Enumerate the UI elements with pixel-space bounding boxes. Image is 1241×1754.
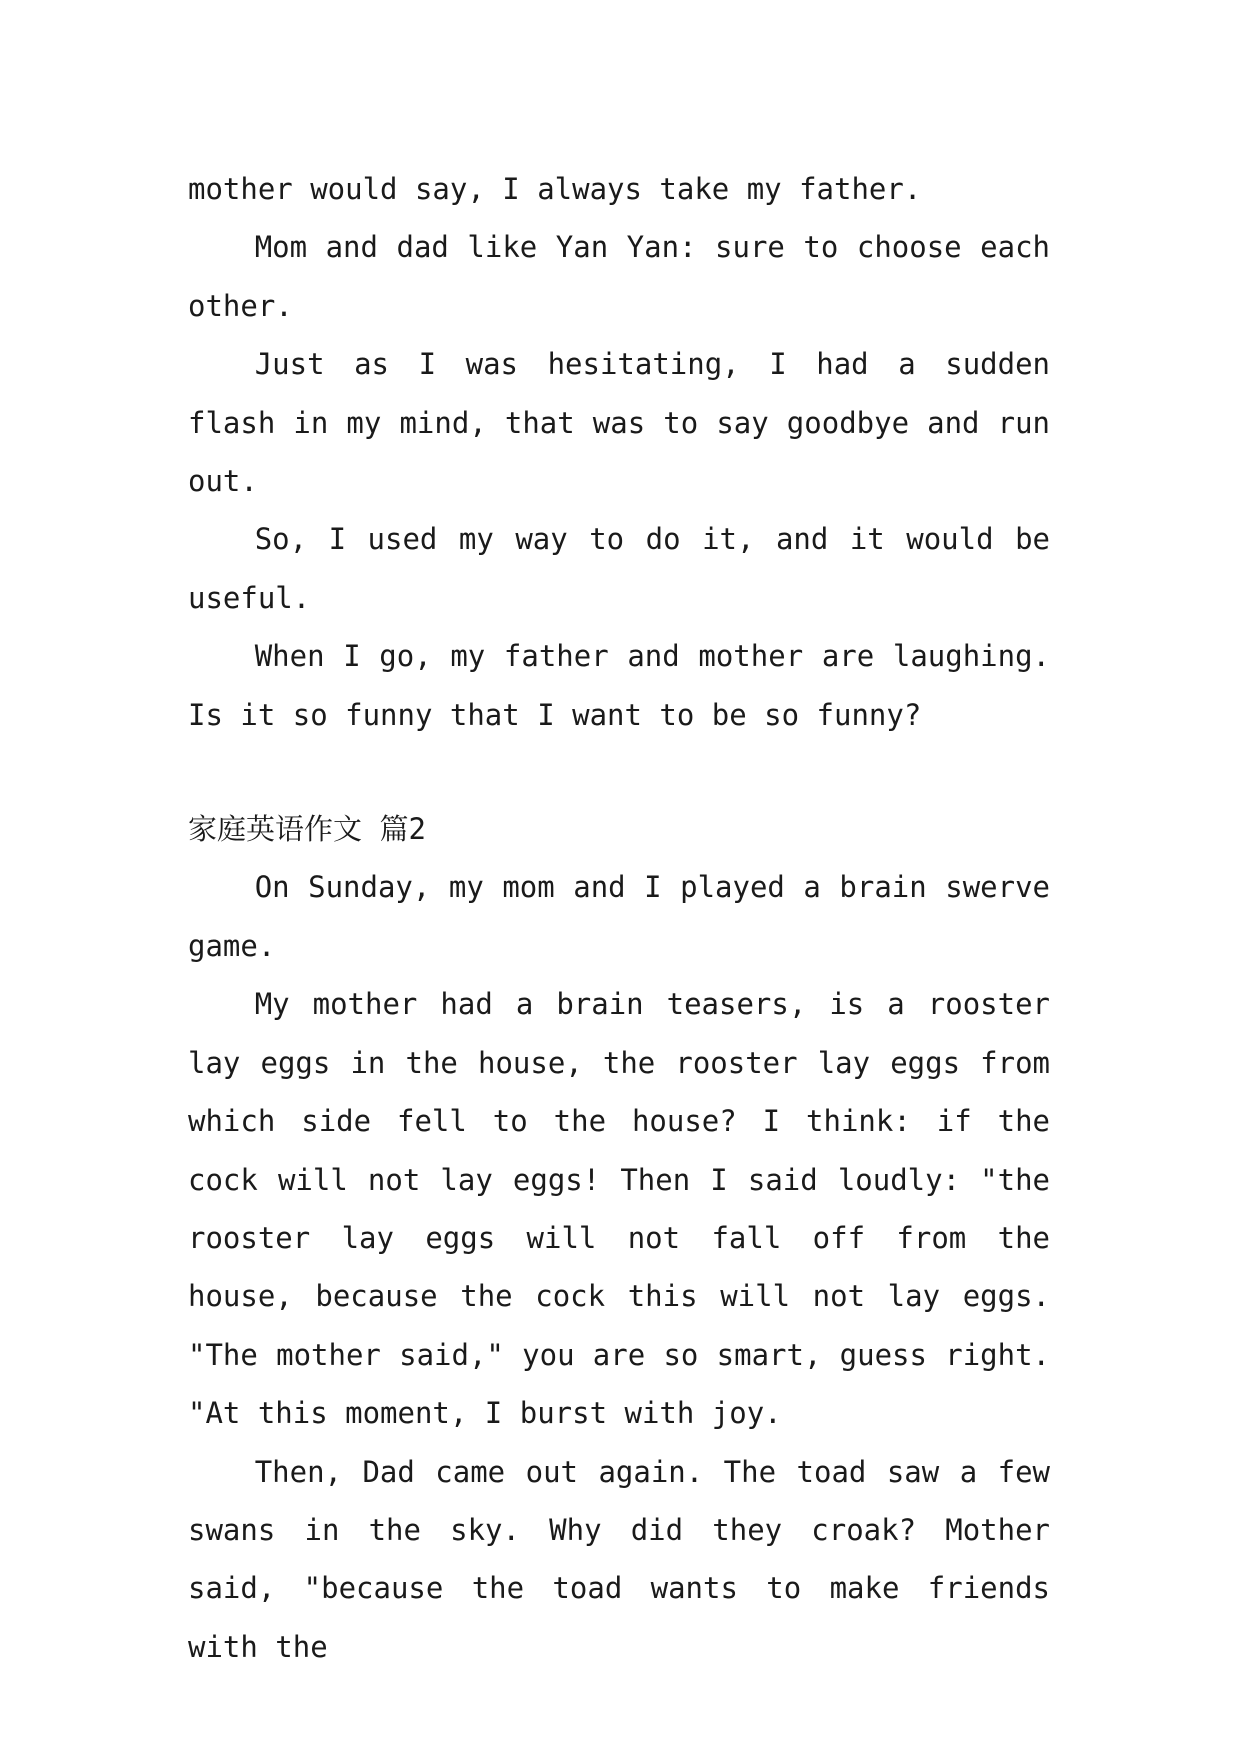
section-heading: 家庭英语作文 篇2 — [188, 812, 426, 847]
paragraph: Just as I was hesitating, I had a sudden flash in my mind, that was to say goodbye and run out. — [188, 347, 1050, 499]
document-body — [188, 160, 1050, 1676]
paragraph: On Sunday, my mom and I played a brain swerve game. — [188, 870, 1050, 963]
paragraph: When I go, my father and mother are laughing. Is it so funny that I want to be so funny? — [188, 639, 1050, 732]
paragraph: My mother had a brain teasers, is a rooster lay eggs in the house, the rooster lay eggs from which side fell to the house? I think: if the cock will not lay eggs! Then I said loudly: "the rooster lay eggs will not fall off from the house, because the cock this will not lay eggs. "The mother said," you are so smart, guess right. "At this moment, I burst with joy. — [188, 987, 1050, 1431]
paragraph: So, I used my way to do it, and it would be useful. — [188, 522, 1050, 615]
paragraph: Mom and dad like Yan Yan: sure to choose each other. — [188, 230, 1050, 323]
paragraph: Then, Dad came out again. The toad saw a few swans in the sky. Why did they croak? Mother said, "because the toad wants to make friends with the — [188, 1454, 1050, 1664]
paragraph: mother would say, I always take my father. — [188, 172, 922, 206]
